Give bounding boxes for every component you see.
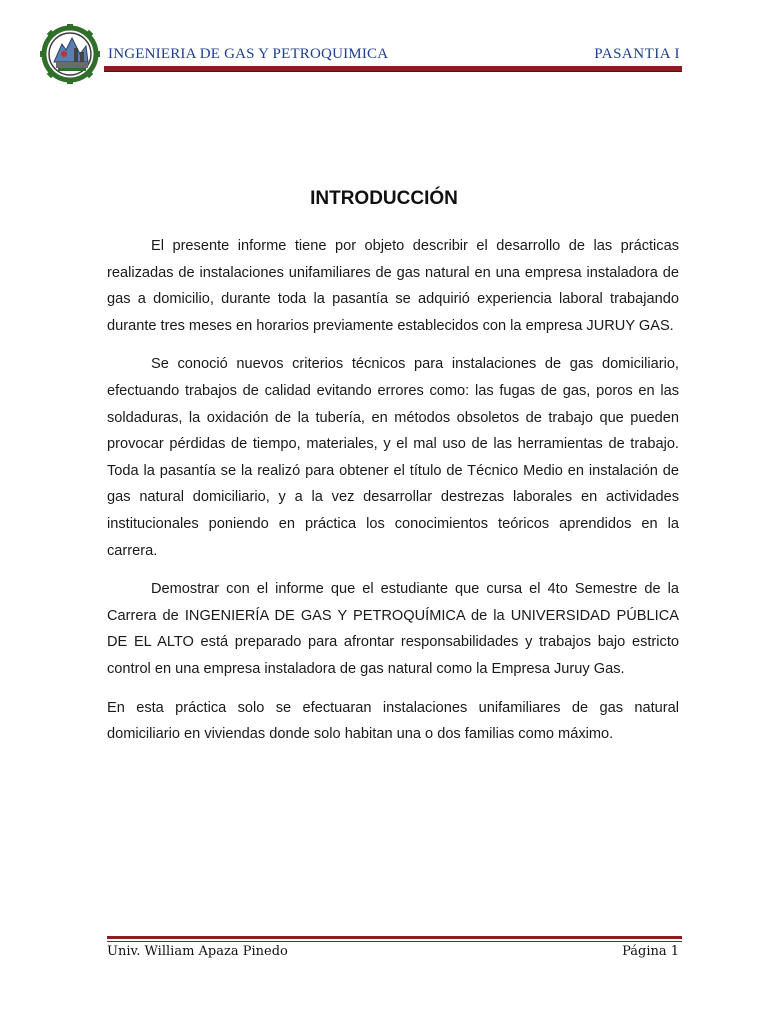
- footer-page-number: Página 1: [622, 944, 679, 959]
- section-title: INTRODUCCIÓN: [310, 188, 458, 209]
- paragraph-1: El presente informe tiene por objeto describir el desarrollo de las prácticas realizadas de instalaciones unifamiliares de gas natural en una empresa instaladora de gas a domicilio, durante toda la pasantía se adquirió experiencia laboral trabajando durante tres meses en horarios previamente establecidos con la empresa JURUY GAS.: [107, 238, 679, 334]
- footer-divider: [107, 936, 682, 939]
- footer-author: Univ. William Apaza Pinedo: [107, 944, 288, 959]
- page-header: [38, 24, 682, 84]
- paragraph-3: Demostrar con el informe que el estudiante que cursa el 4to Semestre de la Carrera de INGENIERÍA DE GAS Y PETROQUÍMICA de la UNIVERSIDAD PÚBLICA DE EL ALTO está preparado para afrontar responsabilidades y trabajos bajo estricto control en una empresa instaladora de gas natural como la Empresa Juruy Gas.: [107, 581, 679, 677]
- header-course-label: PASANTIA I: [594, 46, 680, 62]
- university-seal-icon: [40, 24, 102, 84]
- footer-divider-thin: [107, 941, 682, 942]
- header-divider: [104, 66, 682, 72]
- body-text: [107, 233, 679, 760]
- paragraph-2: Se conoció nuevos criterios técnicos para instalaciones de gas domiciliario, efectuando trabajos de calidad evitando errores como: las fugas de gas, poros en las soldaduras, la oxidación de la tubería, en métodos obsoletos de trabajo que pueden provocar pérdidas de tiempo, materiales, y el mal uso de las herramientas de trabajo. Toda la pasantía se la realizó para obtener el título de Técnico Medio en instalación de gas natural domiciliario, y a la vez desarrollar destrezas laborales en actividades institucionales poniendo en práctica los conocimientos teóricos aprendidos en la carrera.: [107, 356, 679, 559]
- paragraph-4: En esta práctica solo se efectuaran instalaciones unifamiliares de gas natural domiciliario en viviendas donde solo habitan una o dos familias como máximo.: [107, 699, 679, 743]
- header-title: INGENIERIA DE GAS Y PETROQUIMICA: [108, 46, 389, 62]
